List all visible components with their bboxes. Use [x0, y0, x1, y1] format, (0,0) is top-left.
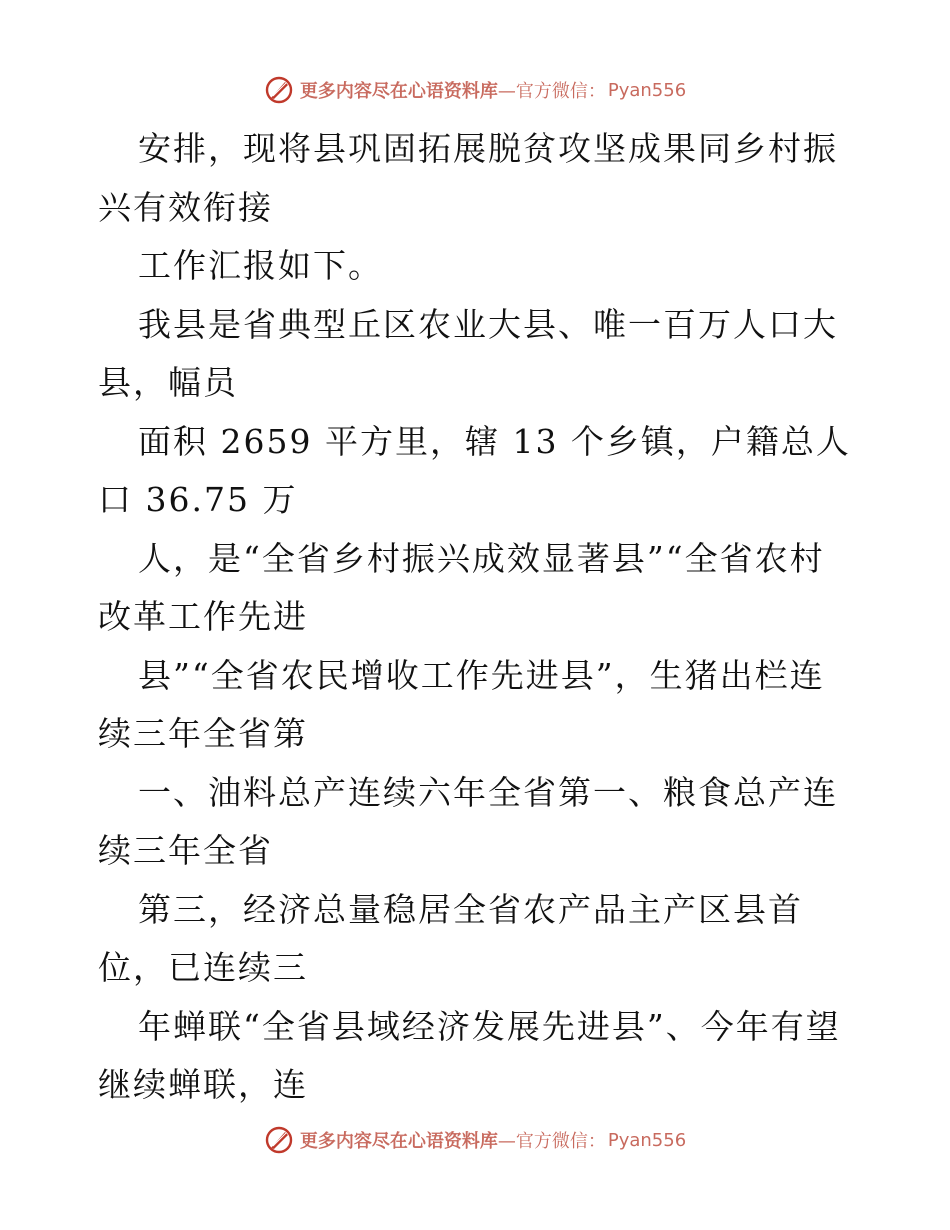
paragraph: 一、油料总产连续六年全省第一、粮食总产连续三年全省 — [98, 772, 838, 870]
header-watermark — [0, 72, 950, 108]
watermark-main-text: 更多内容尽在心语资料库 — [299, 81, 498, 102]
paragraph: 人，是“全省乡村振兴成效显著县”“全省农村改革工作先进 — [98, 538, 825, 636]
watermark-wechat-id: Pyan556 — [607, 1129, 687, 1151]
watermark-side-text: —官方微信： — [497, 1131, 606, 1152]
paragraph: 安排，现将县巩固拓展脱贫攻坚成果同乡村振兴有效衔接 — [98, 129, 838, 227]
paragraph: 年蝉联“全省县域经济发展先进县”、今年有望继续蝉联，连 — [98, 1006, 841, 1104]
quill-logo-icon — [264, 75, 294, 105]
watermark-main-text: 更多内容尽在心语资料库 — [299, 1131, 498, 1152]
paragraph: 县”“全省农民增收工作先进县”，生猪出栏连续三年全省第 — [98, 655, 825, 753]
document-body — [98, 120, 858, 1115]
paragraph: 我县是省典型丘区农业大县、唯一百万人口大县，幅员 — [98, 304, 838, 402]
quill-logo-icon — [264, 1125, 294, 1155]
footer-watermark — [0, 1122, 950, 1158]
paragraph: 工作汇报如下。 — [138, 246, 383, 285]
paragraph: 面积 2659 平方里，辖 13 个乡镇，户籍总人口 36.75 万 — [98, 421, 851, 519]
watermark-wechat-id: Pyan556 — [607, 79, 687, 101]
watermark-side-text: —官方微信： — [497, 81, 606, 102]
paragraph: 第三，经济总量稳居全省农产品主产区县首位，已连续三 — [98, 889, 803, 987]
